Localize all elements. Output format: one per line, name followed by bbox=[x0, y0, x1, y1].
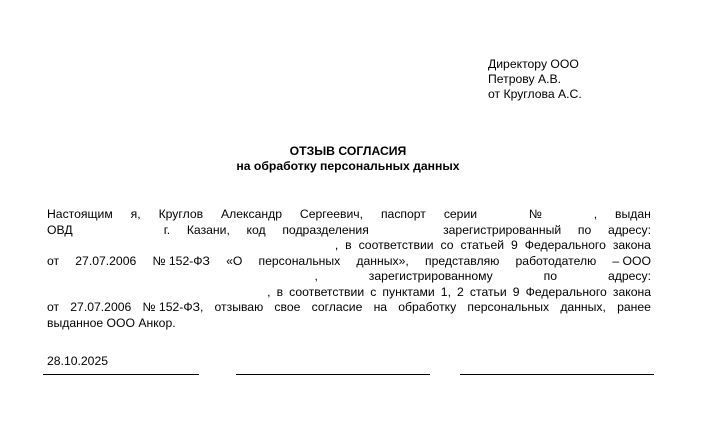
body-word: паспорт bbox=[380, 207, 426, 221]
body-word: , bbox=[47, 284, 271, 299]
body-line bbox=[47, 300, 651, 316]
body-word: подразделения bbox=[282, 222, 369, 237]
body-word: 1, bbox=[440, 284, 451, 299]
body-word: зарегистрированный bbox=[385, 222, 562, 237]
body-word: отзываю bbox=[214, 300, 264, 314]
body-word: адресу: bbox=[607, 222, 651, 237]
title-main: ОТЗЫВ СОГЛАСИЯ bbox=[289, 144, 407, 158]
body-word: работодателю bbox=[515, 253, 597, 268]
body-word: № bbox=[495, 207, 576, 221]
body-word: в bbox=[345, 238, 352, 252]
body-word: код bbox=[246, 222, 266, 237]
body-word: , bbox=[593, 207, 598, 221]
addressee-block bbox=[488, 57, 582, 102]
body-word: серии bbox=[443, 207, 478, 221]
body-word: 9 bbox=[511, 238, 518, 252]
body-word: персональных bbox=[467, 300, 550, 314]
body-word: на bbox=[373, 300, 388, 314]
body-line bbox=[47, 269, 651, 285]
body-word: , bbox=[47, 269, 318, 283]
body-word: от bbox=[47, 253, 60, 268]
body-word: персональных bbox=[258, 253, 341, 268]
body-word: Круглов bbox=[158, 207, 204, 221]
body-word: – ООО bbox=[612, 253, 651, 268]
addressee-line-3: от Круглова А.С. bbox=[488, 87, 582, 101]
body-word: 9 bbox=[512, 284, 520, 299]
body-line bbox=[47, 316, 651, 332]
body-word: г. bbox=[89, 222, 171, 237]
body-word: статьей bbox=[460, 238, 505, 252]
body-word: закона bbox=[612, 238, 651, 252]
title-sub: на обработку персональных данных bbox=[236, 159, 460, 173]
body-word: Федерального bbox=[524, 238, 606, 252]
body-word: № 152-ФЗ bbox=[152, 253, 210, 268]
body-word: 27.07.2006 bbox=[70, 300, 132, 314]
body-line bbox=[47, 285, 651, 301]
body-word: ранее bbox=[617, 300, 651, 314]
body-word: , bbox=[47, 238, 339, 252]
body-word: я, bbox=[130, 207, 141, 221]
body-word: соответствии bbox=[289, 284, 365, 299]
body-word: Александр bbox=[221, 207, 282, 221]
body-word: зарегистрированному bbox=[368, 269, 493, 283]
body-word: 2 bbox=[457, 284, 464, 299]
body-word: № 152-ФЗ, bbox=[142, 300, 204, 314]
date-signature-line bbox=[43, 374, 199, 375]
body-word: по bbox=[577, 222, 592, 237]
body-word: ОВД bbox=[47, 222, 73, 237]
body-word: по bbox=[543, 269, 558, 283]
document-title bbox=[0, 144, 720, 174]
body-word: пунктами bbox=[382, 284, 435, 299]
body-line bbox=[47, 223, 651, 239]
body-word: «О bbox=[226, 253, 243, 268]
body-word: выдан bbox=[615, 207, 651, 221]
body-word: со bbox=[440, 238, 454, 252]
body-word: 27.07.2006 bbox=[75, 253, 137, 268]
body-word: обработку bbox=[398, 300, 457, 314]
body-word: Настоящим bbox=[47, 207, 113, 221]
addressee-line-2: Петрову А.В. bbox=[488, 72, 561, 86]
body-word: в bbox=[276, 284, 284, 299]
date-field: 28.10.2025 bbox=[47, 354, 108, 368]
body-word: данных, bbox=[560, 300, 606, 314]
body-line bbox=[47, 238, 651, 254]
body-paragraph bbox=[47, 207, 651, 331]
body-word: данных», bbox=[356, 253, 409, 268]
body-word: Сергеевич, bbox=[299, 207, 364, 221]
body-word: закона bbox=[612, 284, 651, 299]
name-signature-line bbox=[460, 374, 654, 375]
body-line bbox=[47, 254, 651, 270]
body-word: от bbox=[47, 300, 60, 314]
body-word: представляю bbox=[424, 253, 500, 268]
body-word: Федерального bbox=[525, 284, 607, 299]
signature-line bbox=[236, 374, 430, 375]
body-word: Казани, bbox=[186, 222, 230, 237]
body-line bbox=[47, 207, 651, 223]
body-word: выданное ООО Анкор. bbox=[47, 315, 176, 330]
body-word: с bbox=[370, 284, 377, 299]
body-word: свое bbox=[274, 300, 301, 314]
body-word: согласие bbox=[311, 300, 363, 314]
body-word: соответствии bbox=[358, 238, 434, 252]
body-word: статьи bbox=[469, 284, 507, 299]
addressee-line-1: Директору ООО bbox=[488, 57, 579, 71]
body-word: адресу: bbox=[607, 269, 651, 283]
